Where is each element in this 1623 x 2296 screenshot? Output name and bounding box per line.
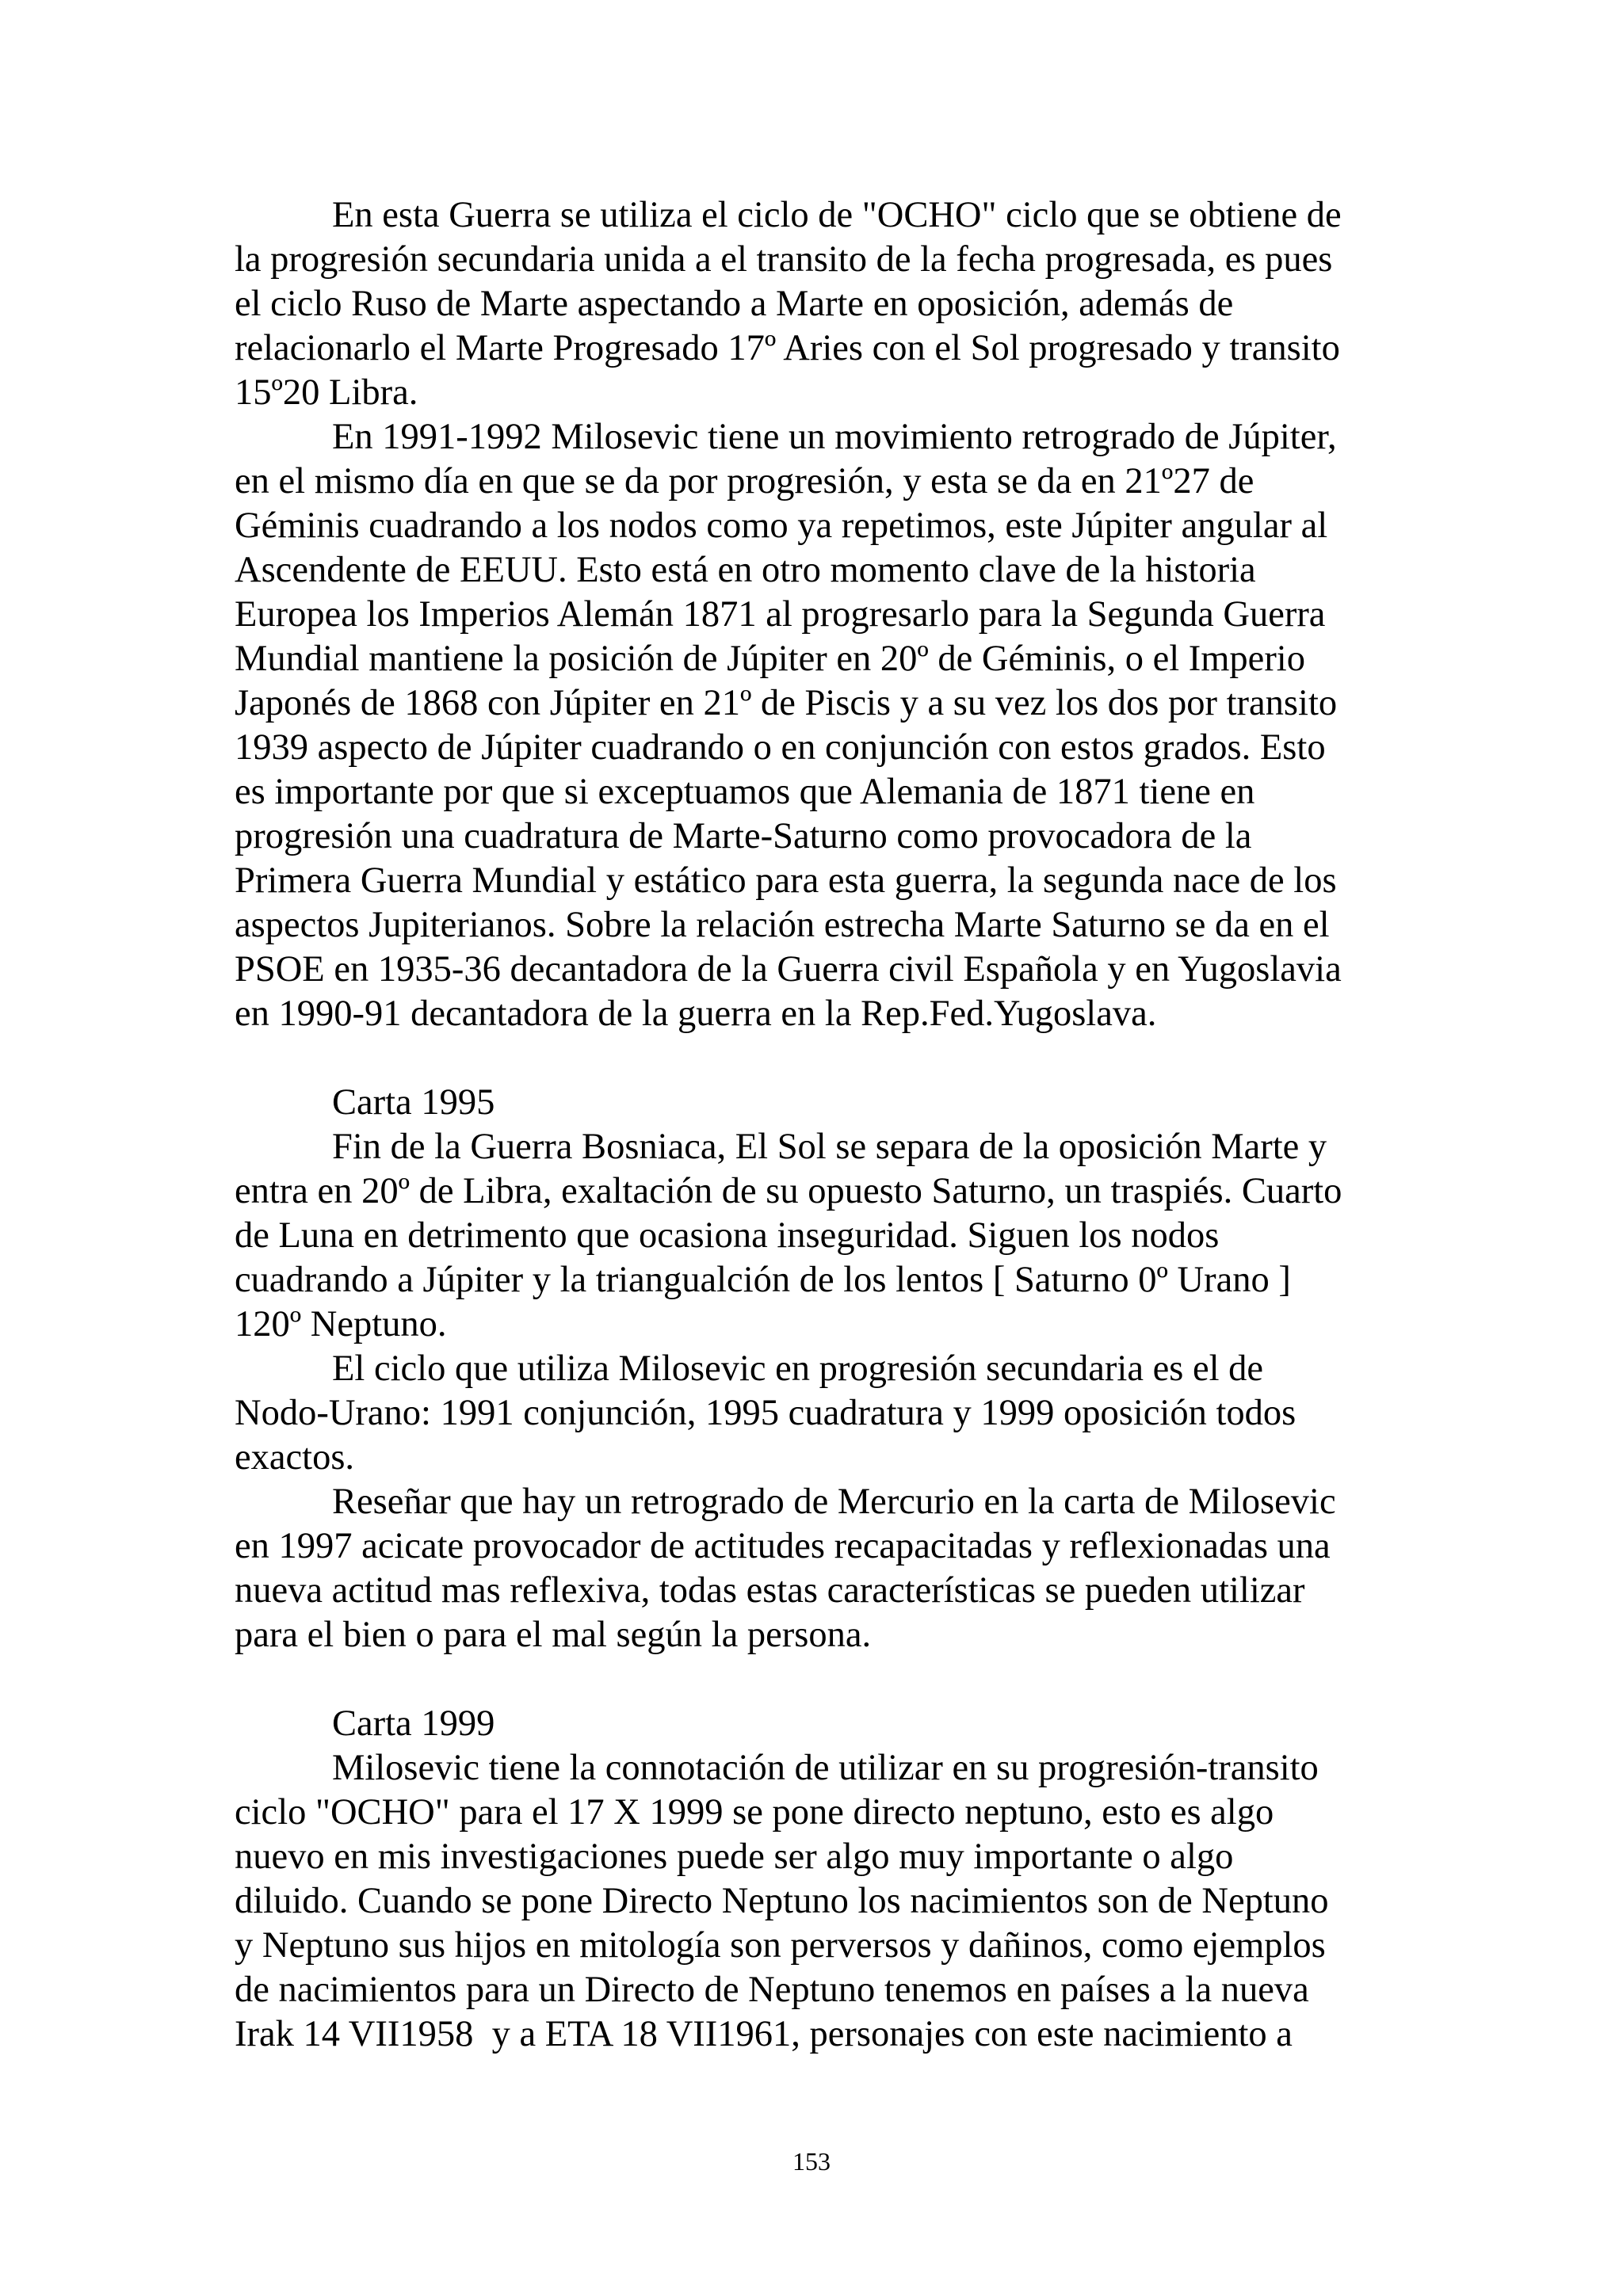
- text-line: En esta Guerra se utiliza el ciclo de "OCHO" ciclo que se obtiene de: [332, 195, 1342, 235]
- text-line: El ciclo que utiliza Milosevic en progresión secundaria es el de: [332, 1348, 1264, 1389]
- text-line: en el mismo día en que se da por progresión, y esta se da en 21º27 de: [235, 461, 1254, 502]
- text-line: cuadrando a Júpiter y la triangualción de los lentos [ Saturno 0º Urano ]: [235, 1260, 1291, 1300]
- text-line: la progresión secundaria unida a el transito de la fecha progresada, es pues: [235, 239, 1333, 280]
- text-line: Fin de la Guerra Bosniaca, El Sol se separa de la oposición Marte y: [332, 1127, 1327, 1167]
- text-line: exactos.: [235, 1437, 355, 1478]
- text-line: diluido. Cuando se pone Directo Neptuno los nacimientos son de Neptuno: [235, 1881, 1329, 1921]
- text-line: relacionarlo el Marte Progresado 17º Aries con el Sol progresado y transito: [235, 328, 1340, 368]
- text-line: progresión una cuadratura de Marte-Saturno como provocadora de la: [235, 816, 1252, 856]
- page-number: 153: [792, 2147, 831, 2176]
- text-line: para el bien o para el mal según la persona.: [235, 1615, 872, 1655]
- text-line: Nodo-Urano: 1991 conjunción, 1995 cuadratura y 1999 oposición todos: [235, 1393, 1296, 1433]
- text-line: Milosevic tiene la connotación de utilizar en su progresión-transito: [332, 1748, 1319, 1788]
- text-line: Carta 1995: [332, 1082, 495, 1123]
- text-line: 15º20 Libra.: [235, 372, 418, 413]
- text-line: Géminis cuadrando a los nodos como ya repetimos, este Júpiter angular al: [235, 505, 1328, 546]
- body-text: [235, 193, 1400, 2057]
- text-line: Europea los Imperios Alemán 1871 al progresarlo para la Segunda Guerra: [235, 594, 1326, 635]
- text-line: el ciclo Ruso de Marte aspectando a Marte en oposición, además de: [235, 284, 1234, 324]
- text-line: 1939 aspecto de Júpiter cuadrando o en conjunción con estos grados. Esto: [235, 727, 1326, 768]
- text-line: Ascendente de EEUU. Esto está en otro momento clave de la historia: [235, 550, 1256, 590]
- text-line: Reseñar que hay un retrogrado de Mercurio en la carta de Milosevic: [332, 1482, 1336, 1522]
- text-line: nueva actitud mas reflexiva, todas estas características se pueden utilizar: [235, 1570, 1305, 1611]
- text-line: es importante por que si exceptuamos que Alemania de 1871 tiene en: [235, 772, 1255, 812]
- text-line: de Luna en detrimento que ocasiona inseguridad. Siguen los nodos: [235, 1215, 1220, 1256]
- text-line: Carta 1999: [332, 1703, 495, 1744]
- text-line: Mundial mantiene la posición de Júpiter en 20º de Géminis, o el Imperio: [235, 639, 1305, 679]
- text-line: entra en 20º de Libra, exaltación de su opuesto Saturno, un traspiés. Cuarto: [235, 1171, 1342, 1211]
- text-line: Japonés de 1868 con Júpiter en 21º de Piscis y a su vez los dos por transito: [235, 683, 1338, 723]
- text-line: Irak 14 VII1958 y a ETA 18 VII1961, personajes con este nacimiento a: [235, 2014, 1293, 2054]
- text-line: de nacimientos para un Directo de Neptuno tenemos en países a la nueva: [235, 1970, 1309, 2010]
- text-line: ciclo "OCHO" para el 17 X 1999 se pone directo neptuno, esto es algo: [235, 1792, 1274, 1833]
- text-line: en 1990-91 decantadora de la guerra en la Rep.Fed.Yugoslava.: [235, 994, 1157, 1034]
- text-line: nuevo en mis investigaciones puede ser algo muy importante o algo: [235, 1836, 1234, 1877]
- text-line: En 1991-1992 Milosevic tiene un movimiento retrogrado de Júpiter,: [332, 417, 1337, 457]
- text-line: 120º Neptuno.: [235, 1304, 447, 1344]
- text-line: y Neptuno sus hijos en mitología son perversos y dañinos, como ejemplos: [235, 1925, 1326, 1966]
- text-line: Primera Guerra Mundial y estático para esta guerra, la segunda nace de los: [235, 860, 1337, 901]
- blank-line: [235, 1036, 1400, 1081]
- text-line: aspectos Jupiterianos. Sobre la relación estrecha Marte Saturno se da en el: [235, 905, 1330, 945]
- blank-line: [235, 1657, 1400, 1702]
- text-line: en 1997 acicate provocador de actitudes recapacitadas y reflexionadas una: [235, 1526, 1331, 1566]
- text-line: PSOE en 1935-36 decantadora de la Guerra civil Española y en Yugoslavia: [235, 949, 1342, 990]
